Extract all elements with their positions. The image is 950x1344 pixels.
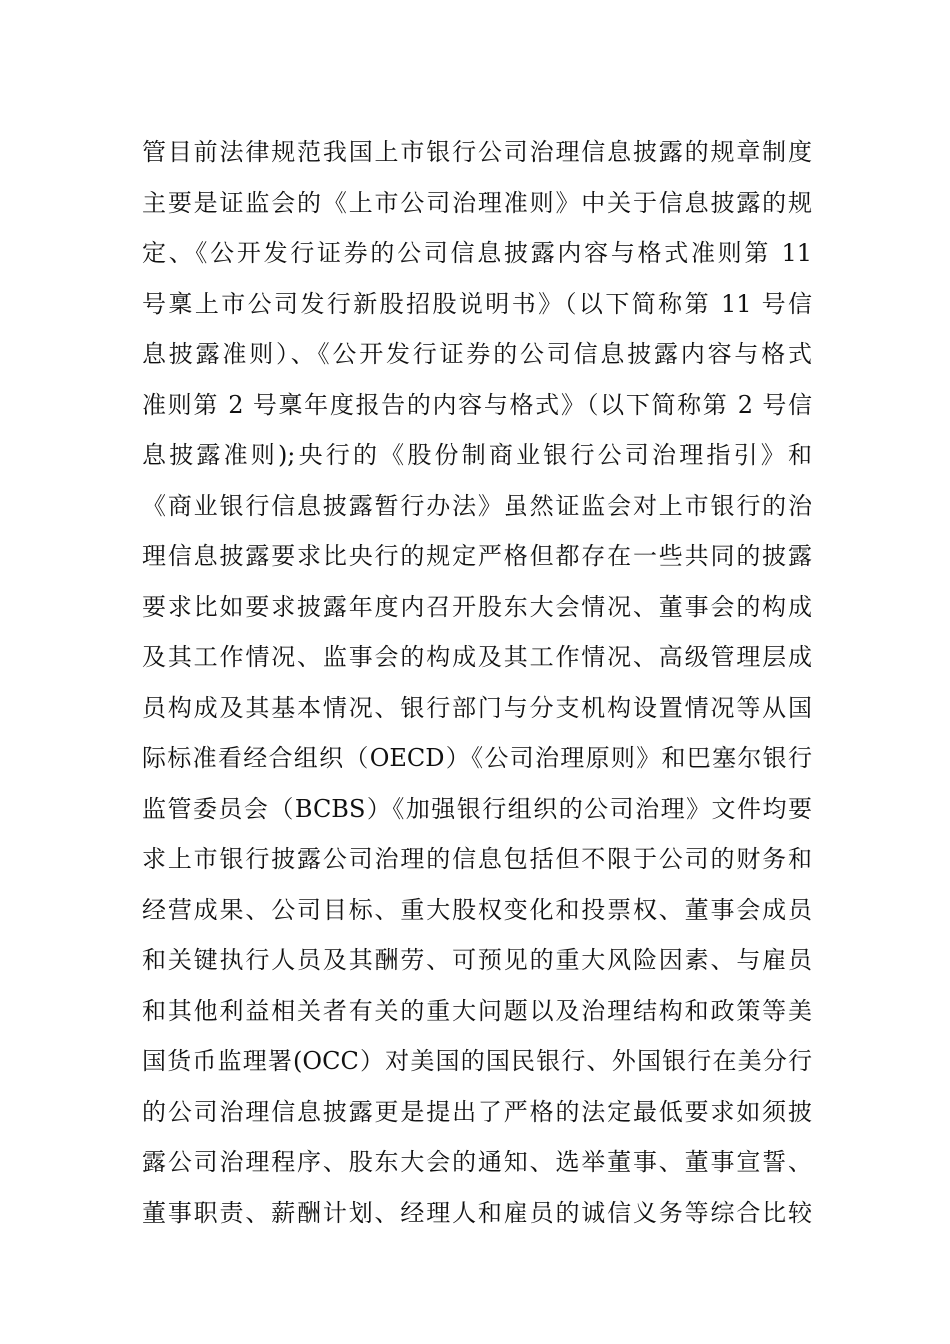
body-text — [142, 127, 812, 1238]
text-line: 经营成果、公司目标、重大股权变化和投票权、董事会成员 — [142, 895, 812, 924]
text-line: 监管委员会（BCBS）《加强银行组织的公司治理》文件均要 — [142, 794, 812, 823]
text-line: 主要是证监会的《上市公司治理准则》中关于信息披露的规 — [142, 188, 812, 217]
text-line: 准则第 2 号稟年度报告的内容与格式》（以下简称第 2 号信 — [142, 390, 812, 419]
text-line: 管目前法律规范我国上市银行公司治理信息披露的规章制度 — [142, 138, 812, 166]
text-line: 要求比如要求披露年度内召开股东大会情况、董事会的构成 — [142, 592, 812, 621]
text-line: 和其他利益相关者有关的重大问题以及治理结构和政策等美 — [142, 996, 812, 1025]
text-line: 露公司治理程序、股东大会的通知、选举董事、董事宣誓、 — [142, 1148, 812, 1176]
text-line: 求上市银行披露公司治理的信息包括但不限于公司的财务和 — [142, 845, 812, 873]
text-line: 理信息披露要求比央行的规定严格但都存在一些共同的披露 — [142, 542, 812, 570]
text-line: 定、《公开发行证券的公司信息披露内容与格式准则第 11 — [142, 239, 812, 267]
text-line: 及其工作情况、监事会的构成及其工作情况、高级管理层成 — [142, 643, 812, 671]
text-line: 际标准看经合组织（OECD）《公司治理原则》和巴塞尔银行 — [142, 744, 812, 772]
text-line: 息披露准则);央行的《股份制商业银行公司治理指引》和 — [142, 441, 812, 469]
text-line: 和关键执行人员及其酬劳、可预见的重大风险因素、与雇员 — [142, 946, 812, 974]
text-line: 号稟上市公司发行新股招股说明书》（以下简称第 11 号信 — [142, 289, 812, 318]
text-line: 国货币监理署(OCC）对美国的国民银行、外国银行在美分行 — [142, 1047, 812, 1075]
text-line: 董事职责、薪酬计划、经理人和雇员的诚信义务等综合比较 — [142, 1198, 812, 1227]
text-line: 员构成及其基本情况、银行部门与分支机构设置情况等从国 — [142, 693, 812, 722]
text-line: 息披露准则）、《公开发行证券的公司信息披露内容与格式 — [142, 340, 812, 368]
text-line: 的公司治理信息披露更是提出了严格的法定最低要求如须披 — [142, 1097, 812, 1126]
text-line: 《商业银行信息披露暂行办法》虽然证监会对上市银行的治 — [142, 491, 812, 520]
